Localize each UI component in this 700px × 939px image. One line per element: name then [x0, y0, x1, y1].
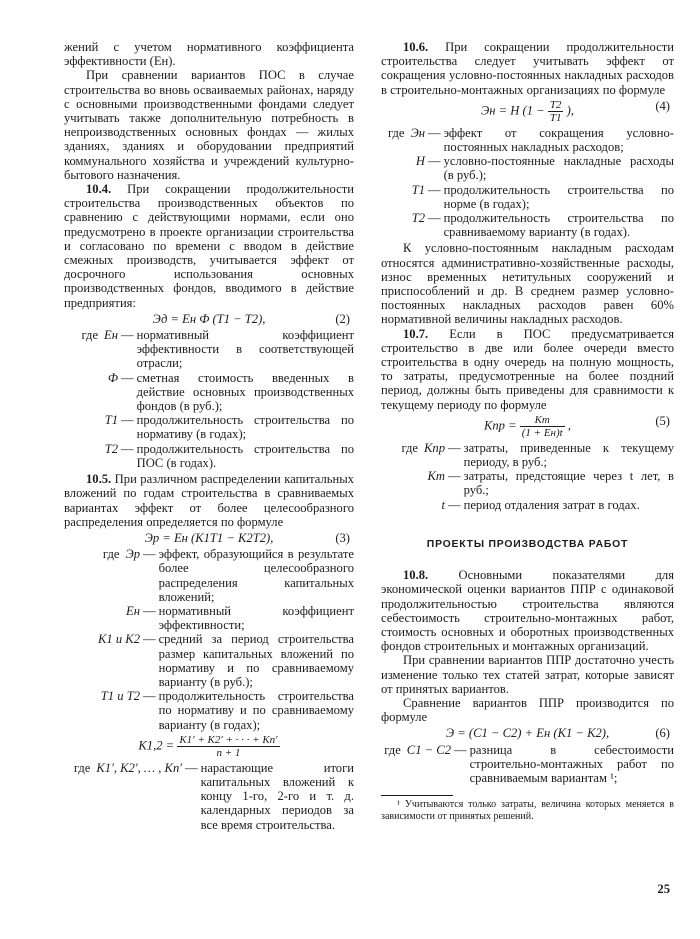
legend-dash: — — [143, 689, 156, 704]
formula-number: (4) — [655, 98, 670, 113]
legend-term — [381, 469, 445, 483]
legend-row — [381, 441, 674, 469]
legend-row — [64, 604, 354, 632]
legend-description: нормативный коэффициент эффективности; — [158, 603, 354, 633]
page-number: 25 — [657, 882, 670, 896]
fraction-denominator: n + 1 — [216, 746, 241, 759]
legend-row — [381, 126, 674, 154]
legend-description: разница в себестоимости строительно-монтажных работ по сравниваемым вариантам ¹; — [469, 742, 674, 785]
legend-term — [64, 442, 118, 456]
legend-description: сметная стоимость введенных в действие основных производственных фондов (в руб.); — [136, 370, 354, 414]
legend-symbol: T1 и T2 — [100, 689, 140, 704]
legend-row — [64, 413, 354, 441]
legend-symbol: K1′, K2′, … , Kn′ — [96, 760, 182, 775]
legend-row — [381, 743, 674, 786]
fraction-numerator: K1′ + K2′ + · · · + Kn′ — [179, 733, 278, 746]
legend-dash: — — [121, 328, 134, 343]
legend-dash: — — [448, 469, 461, 484]
left-column — [64, 40, 354, 834]
legend-description: затраты, приведенные к текущему периоду, в руб.; — [463, 440, 674, 470]
legend-row — [64, 371, 354, 414]
section-10-6 — [381, 40, 674, 97]
section-number: 10.5. — [86, 472, 112, 487]
legend-dash: — — [143, 547, 156, 562]
legend-where-word: где — [73, 760, 91, 775]
formula-6 — [381, 726, 674, 740]
section-heading: ПРОЕКТЫ ПРОИЗВОДСТВА РАБОТ — [426, 538, 629, 550]
legend-term — [64, 328, 118, 342]
legend-row — [64, 547, 354, 604]
formula-expression: Э = (C1 − C2) + Eн (K1 − K2), — [445, 726, 610, 741]
legend-row — [381, 498, 674, 512]
legend-symbol: K1 и K2 — [98, 632, 140, 647]
fraction-numerator: T2 — [549, 98, 562, 111]
legend-description: период отдаления затрат в годах. — [463, 497, 640, 512]
legend-dash: — — [448, 440, 461, 455]
legend-dash: — — [454, 742, 467, 757]
legend-term — [381, 126, 425, 140]
legend-term — [64, 413, 118, 427]
footnote-rule — [381, 795, 453, 796]
legend-term — [381, 498, 445, 512]
section-text: При сокращении продолжительности строительства следует учитывать эффект от сокращения условно-постоянных накладных расходов в строительно-монтажных организациях по формуле — [381, 40, 674, 97]
legend-symbol: Эн — [410, 125, 425, 140]
fraction — [548, 99, 564, 124]
legend-symbol: Ф — [107, 370, 118, 385]
formula-number: (5) — [655, 413, 670, 428]
legend-symbol: C1 − C2 — [406, 742, 451, 757]
section-number: 10.6. — [403, 40, 429, 54]
legend-symbol: t — [441, 497, 445, 512]
formula-5 — [381, 414, 674, 439]
legend-symbol: T1 — [411, 182, 425, 197]
legend-dash: — — [185, 760, 198, 775]
legend-symbol: Kпр — [424, 440, 445, 455]
legend-row — [64, 689, 354, 732]
fraction-denominator: T1 — [549, 111, 562, 124]
legend-where-word: где — [401, 440, 418, 455]
legend-term — [381, 441, 445, 455]
legend-description: средний за период строительства размер капитальных вложений по нормативу и по сравниваемому варианту (в руб.); — [158, 632, 354, 689]
legend-term — [381, 743, 451, 757]
formula-lhs: K1,2 = — [138, 738, 175, 753]
legend-2 — [64, 328, 354, 470]
fraction — [520, 414, 565, 439]
paragraph-intro: жений с учетом нормативного коэффициента эффективности (Eн). — [64, 40, 354, 69]
legend-5 — [381, 441, 674, 512]
legend-where-word: где — [81, 328, 99, 343]
section-10-5 — [64, 472, 354, 529]
formula-rhs: , — [567, 418, 572, 433]
paragraph-pos: При сравнении вариантов ПОС в случае строительства во вновь осваиваемых районах, наряду с основными производственными фондами следует учитывать также дополнительную потребность в непроизводственных основных фондах — жилых зданиях, зданиях и оборудовании предприятий коммунального хозяйства и учреждений культурно-бытового назначения. — [64, 68, 354, 182]
formula-number: (3) — [335, 530, 350, 545]
legend-description: условно-постоянные накладные расходы (в руб.); — [443, 154, 674, 183]
section-10-4 — [64, 182, 354, 310]
legend-3 — [64, 547, 354, 732]
fraction — [177, 734, 279, 759]
legend-term — [64, 371, 118, 385]
section-10-7 — [381, 327, 674, 412]
formula-expression: Эд = Eн Ф (T1 − T2), — [152, 311, 266, 326]
legend-dash: — — [428, 182, 441, 197]
legend-dash: — — [143, 603, 156, 618]
legend-term — [381, 183, 425, 197]
legend-row — [381, 154, 674, 182]
legend-description: продолжительность строительства по нормативу (в годах); — [136, 413, 354, 442]
legend-dash: — — [121, 413, 134, 428]
legend-description: нарастающие итоги капитальных вложений к концу 1-го, 2-го и т. д. календарных периодов за все время строительства. — [200, 760, 354, 832]
legend-dash: — — [428, 154, 441, 169]
section-text: Основными показателями для экономической оценки вариантов ППР с одинаковой продолжительностью строительства являются себестоимость строительно-монтажных работ, стоимость основных и оборотных производственных фондов строительных и монтажных организаций. — [381, 568, 674, 654]
legend-row — [381, 211, 674, 239]
legend-symbol: T2 — [411, 211, 425, 226]
section-10-8 — [381, 568, 674, 653]
formula-rhs: ), — [566, 103, 574, 118]
formula-4 — [381, 99, 674, 124]
legend-dash: — — [121, 370, 134, 385]
legend-symbol: Kт — [427, 469, 445, 484]
section-text: При сокращении продолжительности строительства производственных объектов по сравнению с действующими нормами, если оно предусмотрено в проекте организации строительства и согласовано по времени с вводом в действие смежных производств, учитывается эффект от досрочного использования основных производственных фондов, вводимого в действие предприятия: — [64, 182, 354, 310]
formula-lhs: Эн = H (1 − — [481, 103, 545, 118]
legend-dash: — — [428, 125, 441, 140]
legend-where-word: где — [387, 125, 405, 140]
legend-term — [64, 632, 140, 646]
formula-number: (6) — [655, 726, 670, 741]
legend-description: продолжительность строительства по ПОС (в годах). — [136, 441, 354, 470]
legend-dash: — — [448, 497, 461, 512]
legend-description: эффект, образующийся в результате более целесообразного распределения капитальных вложений; — [158, 547, 354, 604]
legend-description: эффект от сокращения условно-постоянных накладных расходов; — [443, 125, 674, 155]
legend-symbol: T2 — [104, 441, 118, 456]
legend-dash: — — [143, 632, 156, 647]
legend-term — [64, 761, 182, 775]
section-text: Если в ПОС предусматривается строительство в две или более очереди вместо строительства в одну очередь на полную мощность, то затраты, предусмотренные на более поздний период, должны быть приведены для сравнимости к текущему периоду по формуле — [381, 326, 674, 412]
formula-3 — [64, 531, 354, 545]
fraction-denominator: (1 + Eн)t — [521, 426, 563, 439]
legend-symbol: Eн — [104, 328, 118, 343]
legend-row — [64, 328, 354, 371]
legend-symbol: Эр — [125, 547, 140, 562]
legend-row — [64, 442, 354, 470]
legend-symbol: T1 — [104, 413, 118, 428]
legend-symbol: Eн — [126, 603, 140, 618]
section-number: 10.4. — [86, 182, 112, 197]
formula-k12 — [64, 734, 354, 759]
fraction-numerator: Kт — [520, 414, 565, 427]
formula-number: (2) — [335, 311, 350, 326]
legend-description: продолжительность строительства по сравниваемому варианту (в годах). — [443, 211, 674, 240]
legend-description: затраты, предстоящие через t лет, в руб.; — [463, 469, 674, 498]
legend-dash: — — [121, 441, 134, 456]
legend-dash: — — [428, 211, 441, 226]
legend-description: продолжительность строительства по нормативу и по сравниваемому варианту (в годах); — [158, 689, 354, 732]
right-column — [381, 40, 674, 822]
legend-row — [381, 183, 674, 211]
legend-6 — [381, 743, 674, 786]
legend-description: продолжительность строительства по норме (в годах); — [443, 182, 674, 211]
legend-term — [381, 154, 425, 168]
legend-term — [64, 689, 140, 703]
legend-row — [381, 469, 674, 497]
paragraph-overhead: К условно-постоянным накладным расходам относятся административно-хозяйственные расходы, износ временных нетитульных сооружений и приспособлений и др. В среднем размер условно-постоянных накладных расходов равен 60% нормативной величины накладных расходов. — [381, 241, 674, 327]
paragraph-ppr-2: Сравнение вариантов ППР производится по формуле — [381, 695, 674, 725]
legend-k — [64, 761, 354, 832]
formula-2 — [64, 312, 354, 326]
legend-term — [64, 604, 140, 618]
section-number: 10.8. — [403, 568, 429, 583]
legend-term — [64, 547, 140, 561]
section-number: 10.7. — [403, 326, 429, 341]
formula-expression: Эр = Eн (K1T1 − K2T2), — [144, 530, 274, 545]
section-text: При различном распределении капитальных вложений по годам строительства в сравниваемых вариантах эффект от более целесообразного распределения определяется по формуле — [64, 472, 354, 529]
legend-where-word: где — [384, 742, 401, 757]
formula-lhs: Kпр = — [483, 418, 517, 433]
legend-description: нормативный коэффициент эффективности в соответствующей отрасли; — [136, 328, 354, 371]
footnote: ¹ Учитываются только затраты, величина которых меняется в зависимости от принятых решений. — [381, 799, 674, 822]
paragraph-ppr-1: При сравнении вариантов ППР достаточно учесть изменение только тех статей затрат, которые зависят от принятых вариантов. — [381, 653, 674, 696]
legend-term — [381, 211, 425, 225]
legend-where-word: где — [102, 547, 120, 562]
legend-row — [64, 761, 354, 832]
legend-row — [64, 632, 354, 689]
legend-symbol: H — [415, 154, 425, 169]
legend-4 — [381, 126, 674, 240]
